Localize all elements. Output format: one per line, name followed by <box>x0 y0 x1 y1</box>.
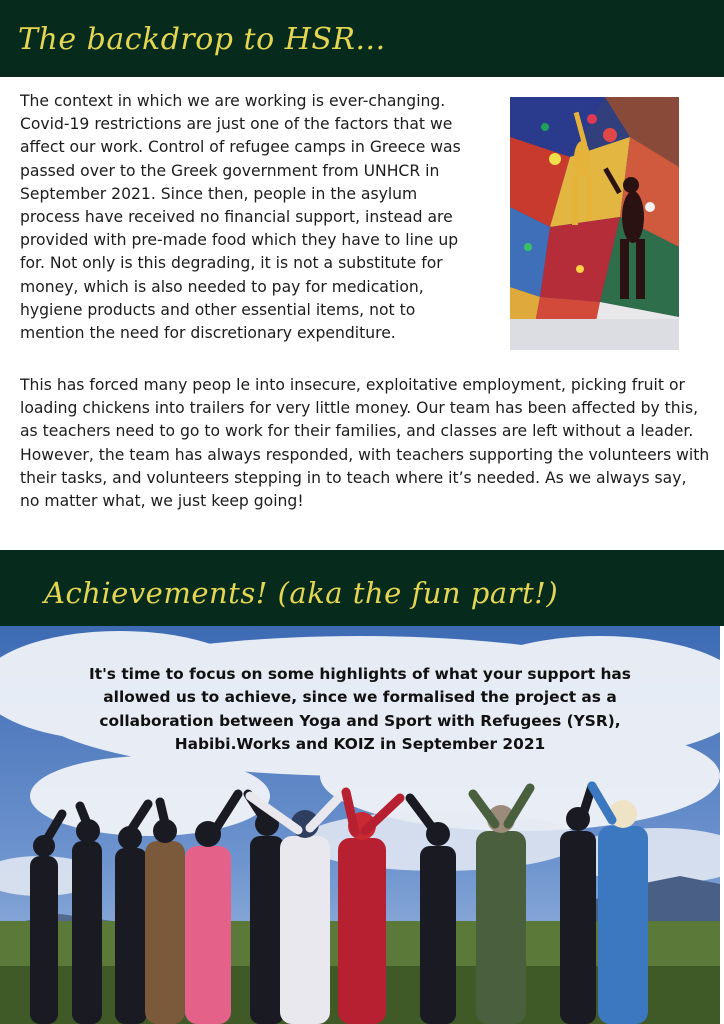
section-banner-backdrop <box>0 0 724 77</box>
achievements-intro-text: It's time to focus on some highlights of what your support has allowed us to achieve, since we formalised the project as a collaboration between Yoga and Sport with Refugees (YSR), Habibi.Works and KOIZ in September 2021 <box>89 665 631 753</box>
section-title-backdrop: The backdrop to HSR... <box>18 22 386 57</box>
backdrop-paragraph-1: The context in which we are working is ever-changing. Covid-19 restrictions are just one of the factors that we affect our work. Control of refugee camps in Greece was passed over to the Greek government from UNHCR in September 2021. Since then, people in the asylum process have received no financial support, instead are provided with pre-made food which they have to line up for. Not only is this degrading, it is not a substitute for money, which is also needed to pay for medication, hygiene products and other essential items, not to mention the need for discretionary expenditure. <box>20 92 461 343</box>
climbing-wall-photo <box>510 97 679 350</box>
group-celebration-photo <box>0 626 720 1024</box>
backdrop-paragraph-2: This has forced many peop le into insecure, exploitative employment, picking fruit or loading chickens into trailers for very little money. Our team has been affected by this, as teachers need to go to work for their families, and classes are left without a leader. However, the team has always responded, with teachers supporting the volunteers with their tasks, and volunteers stepping in to teach where it’s needed. As we always say, no matter what, we just keep going! <box>20 376 710 511</box>
section-title-achievements: Achievements! (aka the fun part!) <box>44 576 559 610</box>
section-banner-achievements <box>0 550 724 626</box>
